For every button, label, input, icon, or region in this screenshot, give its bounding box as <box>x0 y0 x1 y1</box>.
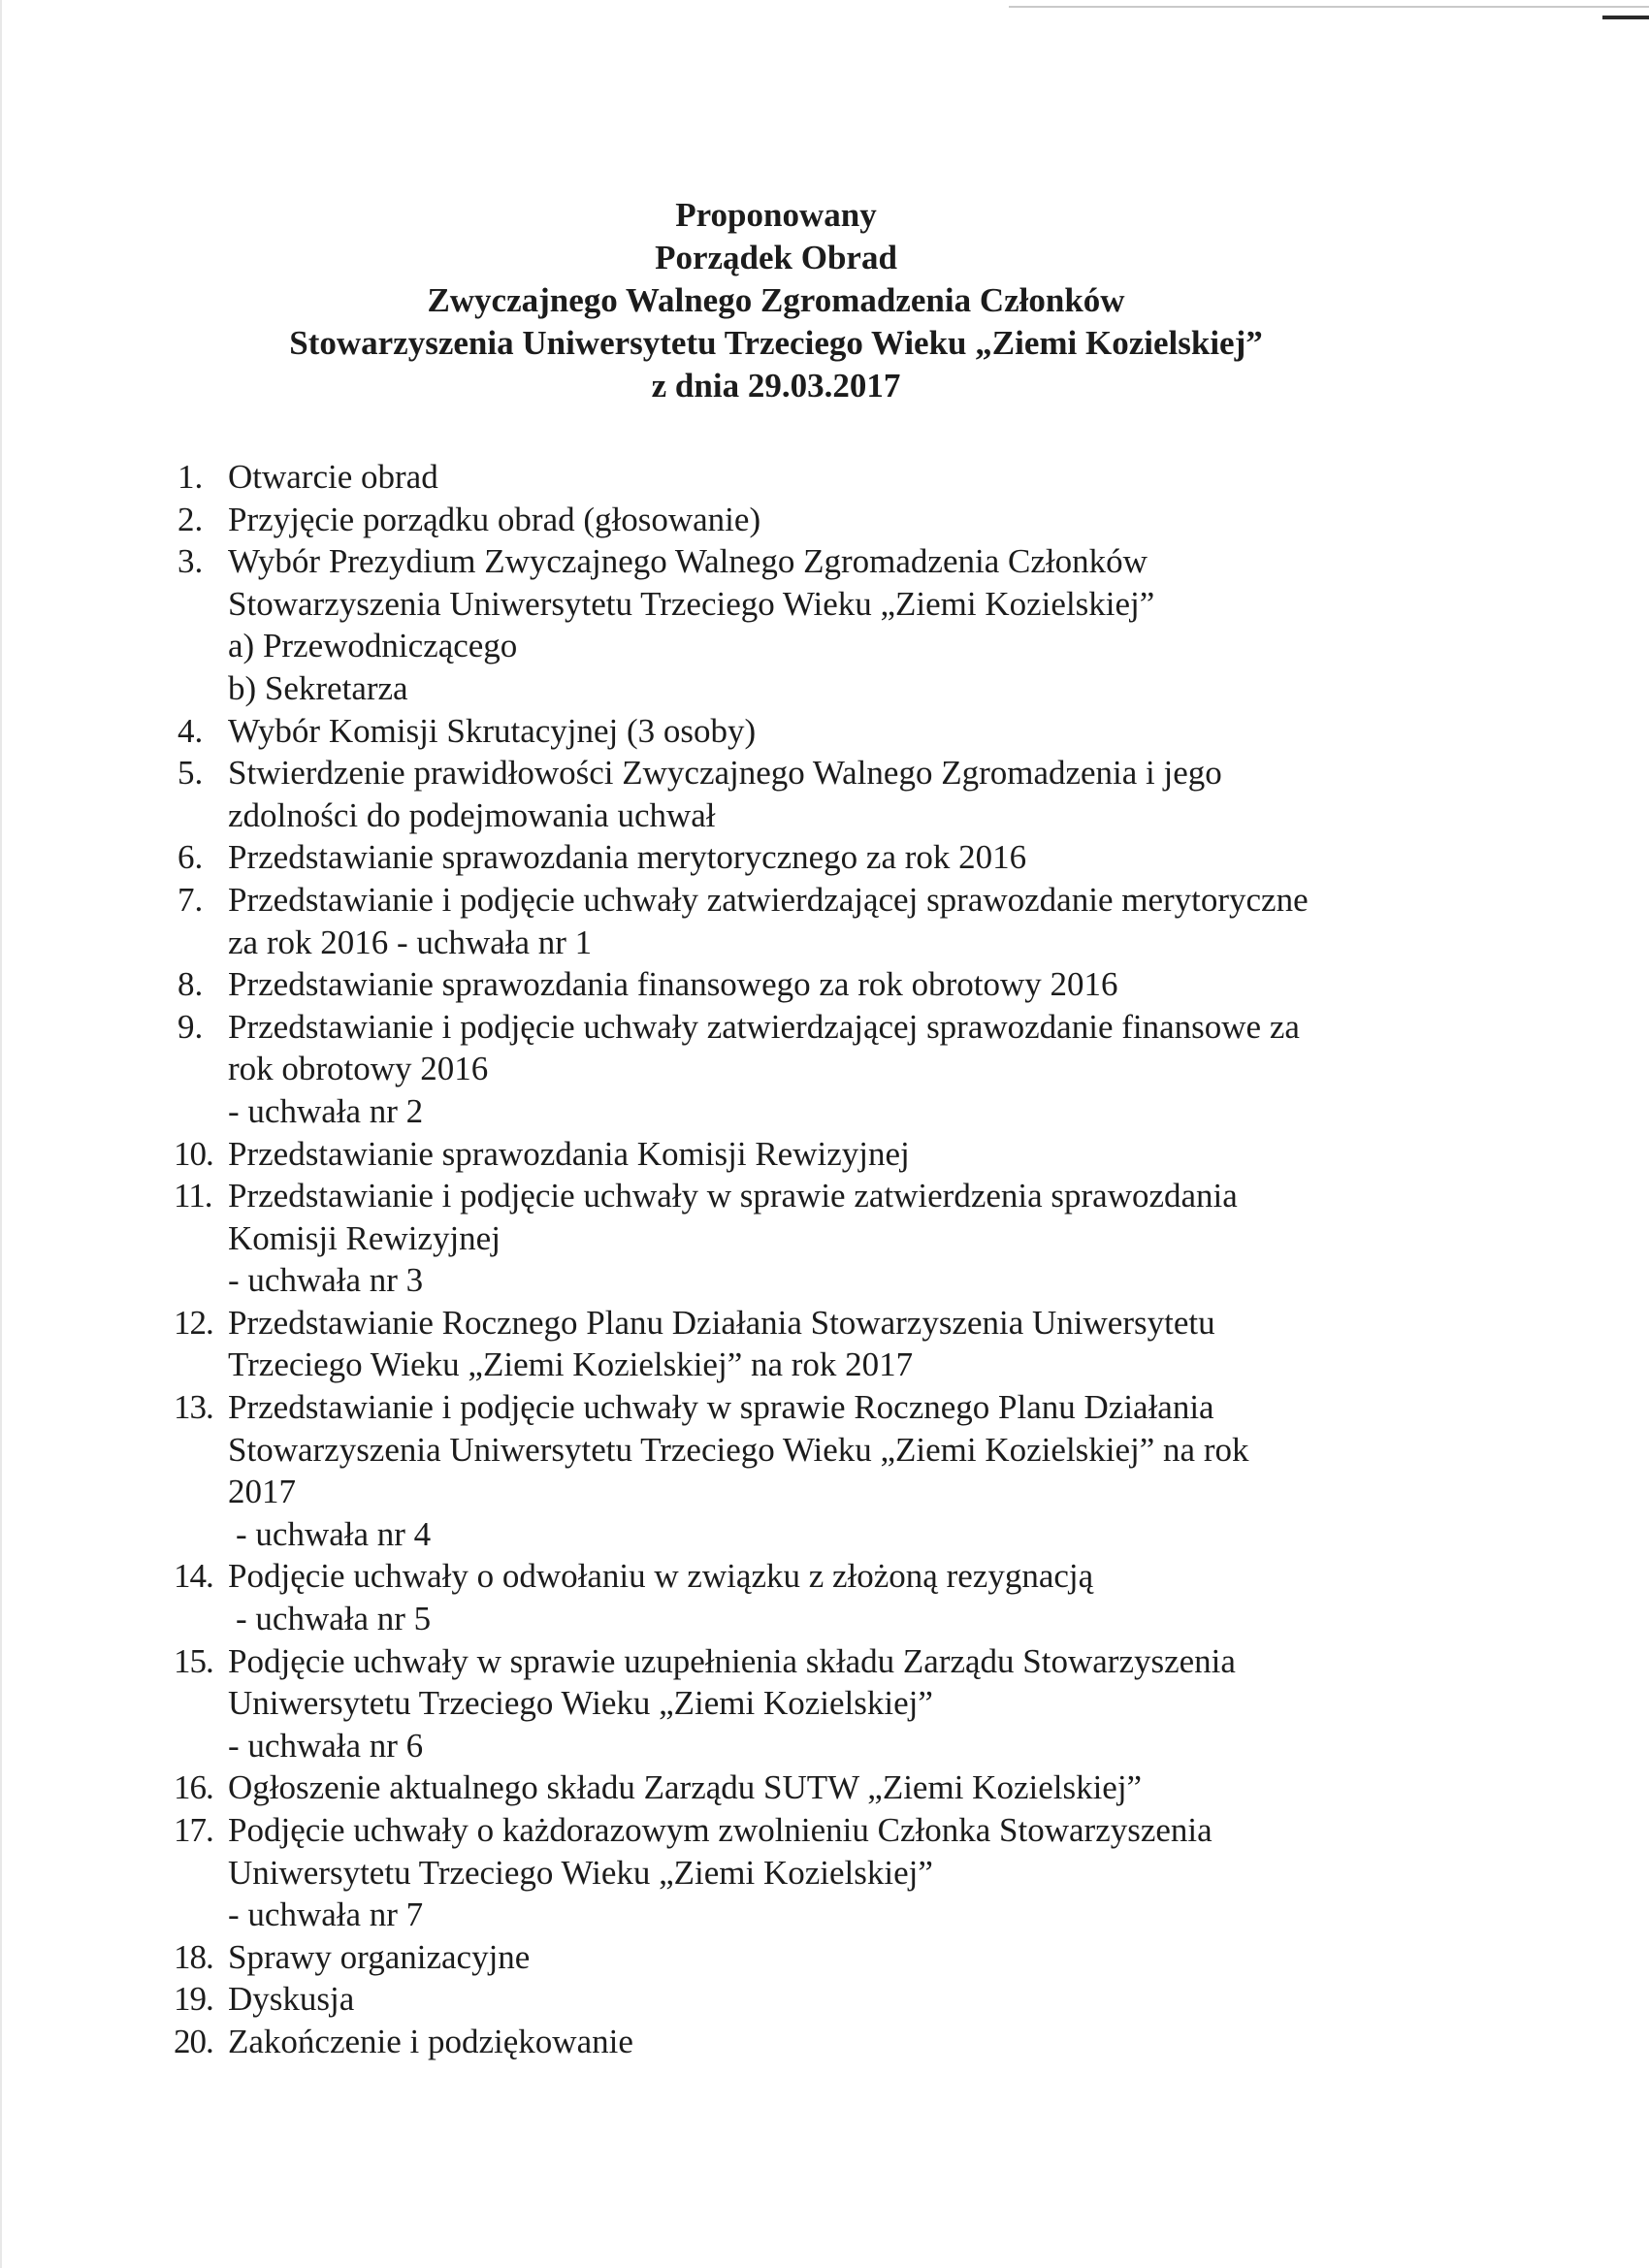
agenda-item-line: - uchwała nr 6 <box>228 1726 424 1765</box>
agenda-item-text <box>228 710 1477 753</box>
agenda-item <box>178 752 1477 836</box>
agenda-item-line: Zakończenie i podziękowanie <box>228 2022 633 2060</box>
agenda-item-text <box>228 1302 1477 1386</box>
document-heading <box>194 194 1358 407</box>
agenda-item-text <box>228 540 1477 709</box>
agenda-item-line: Przedstawianie i podjęcie uchwały zatwierdzającej sprawozdanie finansowe za <box>228 1007 1300 1046</box>
agenda-item <box>174 1175 1477 1302</box>
agenda-item-text <box>228 2021 1477 2063</box>
agenda-item-text <box>228 1936 1477 1979</box>
agenda-item-line: Otwarcie obrad <box>228 458 438 496</box>
agenda-item-line: - uchwała nr 5 <box>236 1600 432 1638</box>
heading-line-1: Proponowany <box>675 196 877 234</box>
agenda-item-number: 18. <box>174 1937 213 1976</box>
agenda-item <box>174 1302 1477 1386</box>
agenda-item <box>178 1006 1477 1133</box>
agenda-item-line: - uchwała nr 7 <box>228 1895 424 1934</box>
agenda-item <box>178 836 1477 879</box>
agenda-item-line: - uchwała nr 2 <box>228 1091 424 1130</box>
agenda-item-line: Komisji Rewizyjnej <box>228 1218 501 1257</box>
agenda-item-number: 1. <box>178 458 204 496</box>
heading-line-4: Stowarzyszenia Uniwersytetu Trzeciego Wieku „Ziemi Kozielskiej” <box>289 324 1263 362</box>
agenda-item-line: Wybór Prezydium Zwyczajnego Walnego Zgromadzenia Członków <box>228 542 1148 581</box>
agenda-item <box>178 710 1477 753</box>
agenda-item-line: Ogłoszenie aktualnego składu Zarządu SUTW „Ziemi Kozielskiej” <box>228 1768 1143 1807</box>
agenda-item-line: Podjęcie uchwały o odwołaniu w związku z złożoną rezygnacją <box>228 1557 1094 1596</box>
agenda-item-text <box>228 836 1477 879</box>
agenda-item <box>178 499 1477 541</box>
agenda-item-text <box>228 1175 1477 1302</box>
agenda-item-line: 2017 <box>228 1473 296 1511</box>
agenda-item-number: 3. <box>178 542 204 581</box>
agenda-item-text <box>228 1640 1477 1767</box>
agenda-item-number: 11. <box>174 1177 212 1215</box>
heading-line-5: z dnia 29.03.2017 <box>651 367 901 405</box>
agenda-item-line: - uchwała nr 4 <box>236 1514 432 1553</box>
agenda-item-line: Trzeciego Wieku „Ziemi Kozielskiej” na rok 2017 <box>228 1345 914 1384</box>
agenda-item-line: Podjęcie uchwały o każdorazowym zwolnieniu Członka Stowarzyszenia <box>228 1811 1212 1849</box>
agenda-item <box>174 1766 1477 1809</box>
agenda-item-number: 20. <box>174 2022 213 2060</box>
agenda-item-number: 10. <box>174 1134 213 1173</box>
agenda-item-line: Przedstawianie i podjęcie uchwały zatwierdzającej sprawozdanie merytoryczne <box>228 880 1309 919</box>
agenda-item-text <box>228 1555 1477 1639</box>
agenda-item-number: 16. <box>174 1768 213 1807</box>
agenda-item-line: Przedstawianie sprawozdania merytorycznego za rok 2016 <box>228 838 1027 877</box>
agenda-item-line: Uniwersytetu Trzeciego Wieku „Ziemi Kozielskiej” <box>228 1853 933 1892</box>
agenda-list <box>174 456 1477 2063</box>
agenda-item-text <box>228 1006 1477 1133</box>
agenda-item <box>178 963 1477 1006</box>
agenda-item-number: 12. <box>174 1303 213 1342</box>
agenda-item-line: zdolności do podejmowania uchwał <box>228 795 716 834</box>
agenda-item-number: 2. <box>178 500 204 538</box>
agenda-item-line: Sprawy organizacyjne <box>228 1937 531 1976</box>
agenda-item-text <box>228 456 1477 499</box>
agenda-item-line: Dyskusja <box>228 1980 355 2019</box>
agenda-item-text <box>228 879 1477 963</box>
agenda-item-number: 6. <box>178 838 204 877</box>
agenda-item-text <box>228 1766 1477 1809</box>
agenda-item-line: Stowarzyszenia Uniwersytetu Trzeciego Wieku „Ziemi Kozielskiej” <box>228 584 1155 623</box>
scan-edge-line <box>1009 6 1649 8</box>
agenda-item-text <box>228 1809 1477 1936</box>
agenda-item-number: 7. <box>178 880 204 919</box>
agenda-item-number: 9. <box>178 1007 204 1046</box>
agenda-item-line: Podjęcie uchwały w sprawie uzupełnienia składu Zarządu Stowarzyszenia <box>228 1641 1236 1680</box>
agenda-item-line: Przedstawianie i podjęcie uchwały w sprawie zatwierdzenia sprawozdania <box>228 1177 1238 1215</box>
agenda-item-text <box>228 1978 1477 2021</box>
agenda-item <box>178 879 1477 963</box>
agenda-item-line: Przedstawianie sprawozdania finansowego za rok obrotowy 2016 <box>228 965 1118 1004</box>
agenda-item <box>174 1809 1477 1936</box>
agenda-item-line: Przyjęcie porządku obrad (głosowanie) <box>228 500 761 538</box>
agenda-item-line: Uniwersytetu Trzeciego Wieku „Ziemi Kozielskiej” <box>228 1684 933 1723</box>
scan-corner-mark <box>1602 16 1649 19</box>
agenda-item-number: 13. <box>174 1388 213 1427</box>
agenda-item-number: 8. <box>178 965 204 1004</box>
agenda-item-text <box>228 1133 1477 1176</box>
agenda-item <box>178 456 1477 499</box>
scan-left-edge <box>0 0 2 2268</box>
agenda-item-line: b) Sekretarza <box>228 668 408 707</box>
agenda-item-line: Przedstawianie i podjęcie uchwały w sprawie Rocznego Planu Działania <box>228 1388 1214 1427</box>
agenda-item <box>174 1555 1477 1639</box>
agenda-item-text <box>228 752 1477 836</box>
agenda-item-number: 14. <box>174 1557 213 1596</box>
agenda-item-number: 15. <box>174 1641 213 1680</box>
agenda-item-line: - uchwała nr 3 <box>228 1261 424 1300</box>
agenda-item <box>174 1133 1477 1176</box>
agenda-item-line: Wybór Komisji Skrutacyjnej (3 osoby) <box>228 711 757 750</box>
heading-line-3: Zwyczajnego Walnego Zgromadzenia Członków <box>427 281 1125 319</box>
agenda-item-line: za rok 2016 - uchwała nr 1 <box>228 923 593 961</box>
heading-line-2: Porządek Obrad <box>655 239 897 276</box>
agenda-item <box>174 1936 1477 1979</box>
agenda-item-text <box>228 499 1477 541</box>
agenda-item-number: 19. <box>174 1980 213 2019</box>
agenda-item-line: Przedstawianie sprawozdania Komisji Rewizyjnej <box>228 1134 910 1173</box>
agenda-item-text <box>228 963 1477 1006</box>
agenda-item-line: Przedstawianie Rocznego Planu Działania Stowarzyszenia Uniwersytetu <box>228 1303 1215 1342</box>
agenda-item <box>174 1978 1477 2021</box>
agenda-item <box>178 540 1477 709</box>
agenda-item-number: 4. <box>178 711 204 750</box>
agenda-item <box>174 1640 1477 1767</box>
agenda-item-line: Stwierdzenie prawidłowości Zwyczajnego Walnego Zgromadzenia i jego <box>228 754 1222 793</box>
agenda-item <box>174 1386 1477 1555</box>
agenda-item <box>174 2021 1477 2063</box>
agenda-item-line: Stowarzyszenia Uniwersytetu Trzeciego Wieku „Ziemi Kozielskiej” na rok <box>228 1430 1249 1469</box>
agenda-item-text <box>228 1386 1477 1555</box>
agenda-item-line: rok obrotowy 2016 <box>228 1050 489 1088</box>
agenda-item-number: 5. <box>178 754 204 793</box>
agenda-item-line: a) Przewodniczącego <box>228 627 518 665</box>
agenda-item-number: 17. <box>174 1811 213 1849</box>
